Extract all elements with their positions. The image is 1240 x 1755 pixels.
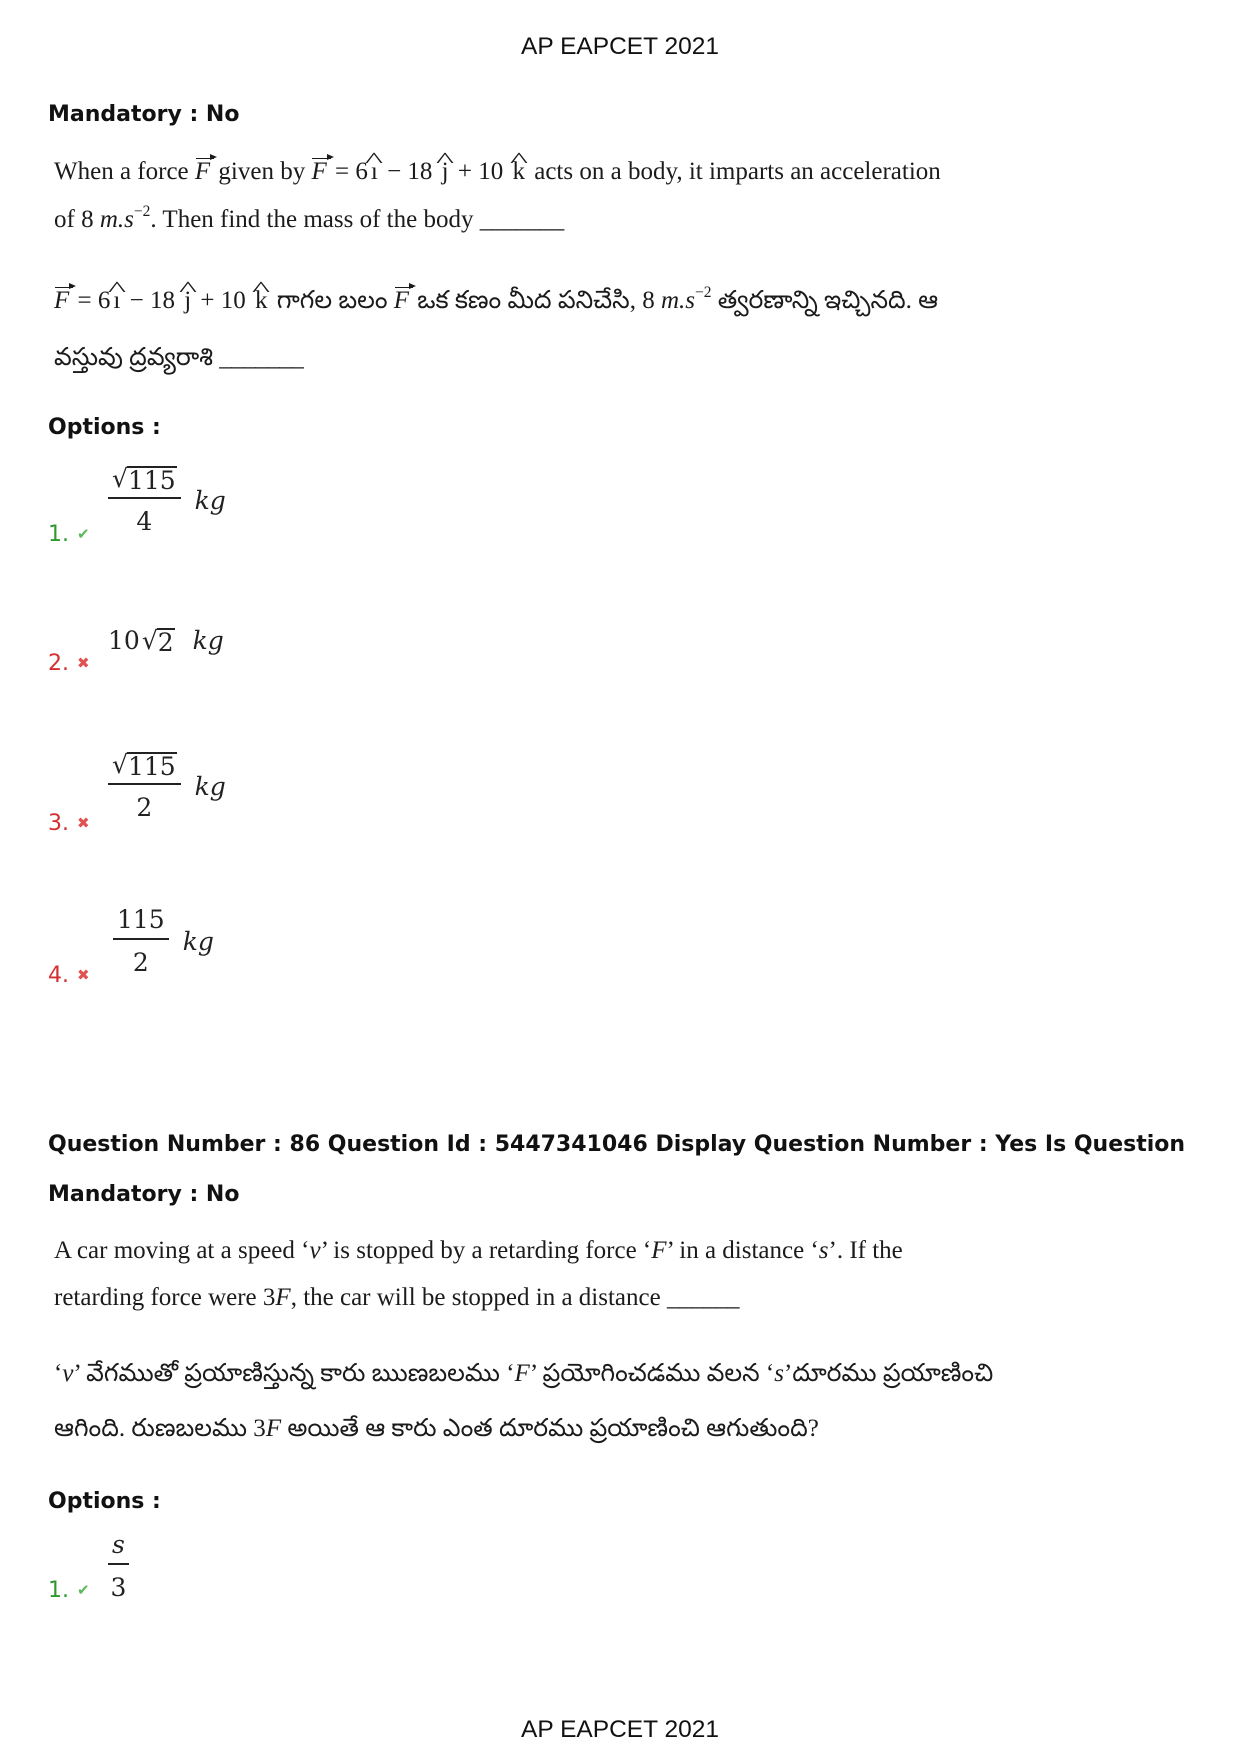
option-number: 1. xyxy=(48,1578,69,1603)
math-variable: v xyxy=(62,1360,74,1387)
question-text: + 10 xyxy=(194,287,253,314)
answer-blank: _______ xyxy=(479,206,564,233)
square-root-sign: √ xyxy=(112,750,128,779)
vector-symbol: F xyxy=(311,158,327,185)
unit-vector-symbol: ^ ı xyxy=(113,288,120,313)
option-expression xyxy=(113,905,214,978)
question-text: retarding force were 3 xyxy=(54,1284,276,1311)
radicand: 2 xyxy=(157,628,174,657)
question-text: − 18 xyxy=(123,287,182,314)
answer-blank: _______ xyxy=(219,344,304,371)
option-number: 3. xyxy=(48,811,69,836)
question-text: ‘ xyxy=(54,1360,63,1387)
question-text: + 10 xyxy=(451,158,510,185)
option-row xyxy=(0,626,700,726)
vector-symbol: F xyxy=(393,287,410,314)
question-text: వస్తువు ద్రవ్యరాశి xyxy=(54,344,220,371)
option-row xyxy=(0,750,700,850)
math-variable: s xyxy=(774,1360,784,1387)
fraction-numerator xyxy=(108,464,181,499)
question-meta: Question Number : 86 Question Id : 5447341046 Display Question Number : Yes Is Question xyxy=(48,1132,1186,1157)
question-text: ’ వేగముతో ప్రయాణిస్తున్న కారు ఋణబలము ‘ xyxy=(73,1360,515,1387)
math-variable: F xyxy=(275,1284,291,1311)
superscript-exponent: −2 xyxy=(133,203,151,221)
question-text: ఆగింది. రుణబలము 3 xyxy=(54,1415,266,1442)
question-text: గాగల బలం xyxy=(270,287,394,314)
fraction-denominator: 4 xyxy=(136,507,153,536)
page-header: AP EAPCET 2021 xyxy=(521,33,719,60)
option-expression xyxy=(108,1530,129,1603)
question-telugu-line xyxy=(54,1352,1204,1396)
question-text: అయితే ఆ కారు ఎంత దూరము ప్రయాణించి ఆగుతుంది? xyxy=(281,1415,819,1442)
option-number: 1. xyxy=(48,522,69,547)
check-icon: ✔ xyxy=(77,1581,90,1599)
fraction-denominator: 2 xyxy=(132,948,149,977)
option-label xyxy=(48,1579,90,1603)
option-expression xyxy=(108,750,226,823)
page-footer: AP EAPCET 2021 xyxy=(521,1716,719,1743)
square-root xyxy=(142,626,175,656)
option-label xyxy=(48,523,90,547)
math-variable: F xyxy=(514,1360,530,1387)
option-row xyxy=(0,464,700,564)
question-text: . Then find the mass of the body xyxy=(150,206,480,233)
fraction xyxy=(108,464,181,537)
question-english-line xyxy=(54,150,1204,194)
unit-vector-symbol: ^ j xyxy=(442,159,449,184)
fraction-denominator: 3 xyxy=(110,1573,127,1602)
fraction-denominator: 2 xyxy=(136,793,153,822)
question-text: ’ is stopped by a retarding force ‘ xyxy=(320,1237,652,1264)
question-english-line xyxy=(54,198,1204,242)
options-heading: Options : xyxy=(48,1489,161,1514)
square-root-sign: √ xyxy=(141,626,158,655)
question-text: = 6 xyxy=(71,287,111,314)
math-variable: F xyxy=(265,1415,282,1442)
option-row xyxy=(0,905,700,1005)
fraction xyxy=(108,750,181,823)
fraction-numerator: 115 xyxy=(113,905,169,940)
fraction xyxy=(113,905,169,978)
question-text: of 8 xyxy=(54,206,100,233)
vector-symbol: F xyxy=(194,158,211,185)
question-text: A car moving at a speed ‘ xyxy=(54,1237,310,1264)
question-text: ’ in a distance ‘ xyxy=(666,1237,819,1264)
unit-label: kg xyxy=(194,485,226,515)
question-text: acts on a body, it imparts an acceleration xyxy=(527,158,941,185)
unit-label: kg xyxy=(192,626,224,655)
mandatory-label: Mandatory : No xyxy=(48,102,240,127)
fraction-numerator: s xyxy=(108,1530,129,1565)
question-text: ఒక కణం మీద పనిచేసి, 8 xyxy=(411,287,661,314)
question-text: given by xyxy=(212,158,312,185)
unit-label: kg xyxy=(182,926,214,956)
option-label xyxy=(48,812,90,836)
option-label xyxy=(48,652,90,676)
question-telugu-line xyxy=(54,1407,1204,1451)
unit-label: kg xyxy=(194,771,226,801)
question-telugu-line xyxy=(54,336,1204,380)
answer-blank: ______ xyxy=(666,1284,739,1311)
option-number: 4. xyxy=(48,963,69,988)
math-variable: s xyxy=(818,1237,829,1264)
mandatory-label: Mandatory : No xyxy=(48,1182,240,1207)
question-text: − 18 xyxy=(380,158,439,185)
check-icon: ✔ xyxy=(77,525,90,543)
unit-vector-symbol: ^ j xyxy=(184,288,191,313)
unit-vector-symbol: ^ k xyxy=(512,159,525,184)
option-label xyxy=(48,964,90,988)
unit-vector-symbol: ^ ı xyxy=(371,159,378,184)
question-text: = 6 xyxy=(328,158,368,185)
square-root-sign: √ xyxy=(112,464,128,493)
unit-vector-symbol: ^ k xyxy=(255,288,268,313)
question-english-line xyxy=(54,1276,1204,1320)
options-heading: Options : xyxy=(48,415,161,440)
question-text: When a force xyxy=(54,158,195,185)
cross-icon: ✖ xyxy=(77,654,90,672)
option-expression xyxy=(108,626,224,656)
question-english-line xyxy=(54,1229,1204,1273)
fraction xyxy=(108,1530,129,1603)
question-text: త్వరణాన్ని ఇచ్చినది. ఆ xyxy=(711,287,939,314)
math-variable: F xyxy=(651,1237,667,1264)
math-variable: v xyxy=(309,1237,321,1264)
cross-icon: ✖ xyxy=(77,966,90,984)
math-variable: m.s xyxy=(99,206,134,233)
cross-icon: ✖ xyxy=(77,814,90,832)
coefficient: 10 xyxy=(108,626,140,655)
superscript-exponent: −2 xyxy=(695,284,712,302)
question-text: ’. If the xyxy=(828,1237,903,1264)
question-text: ’దూరము ప్రయాణించి xyxy=(783,1360,994,1387)
option-number: 2. xyxy=(48,651,69,676)
question-telugu-line xyxy=(54,279,1204,323)
fraction-numerator xyxy=(108,750,181,785)
radicand: 115 xyxy=(127,752,176,781)
question-text: , the car will be stopped in a distance xyxy=(290,1284,667,1311)
math-variable: m.s xyxy=(660,287,696,314)
option-row xyxy=(0,1530,700,1630)
option-expression xyxy=(108,464,226,537)
vector-symbol: F xyxy=(54,287,70,314)
question-text: ’ ప్రయోగించడము వలన ‘ xyxy=(529,1360,775,1387)
radicand: 115 xyxy=(127,466,176,495)
